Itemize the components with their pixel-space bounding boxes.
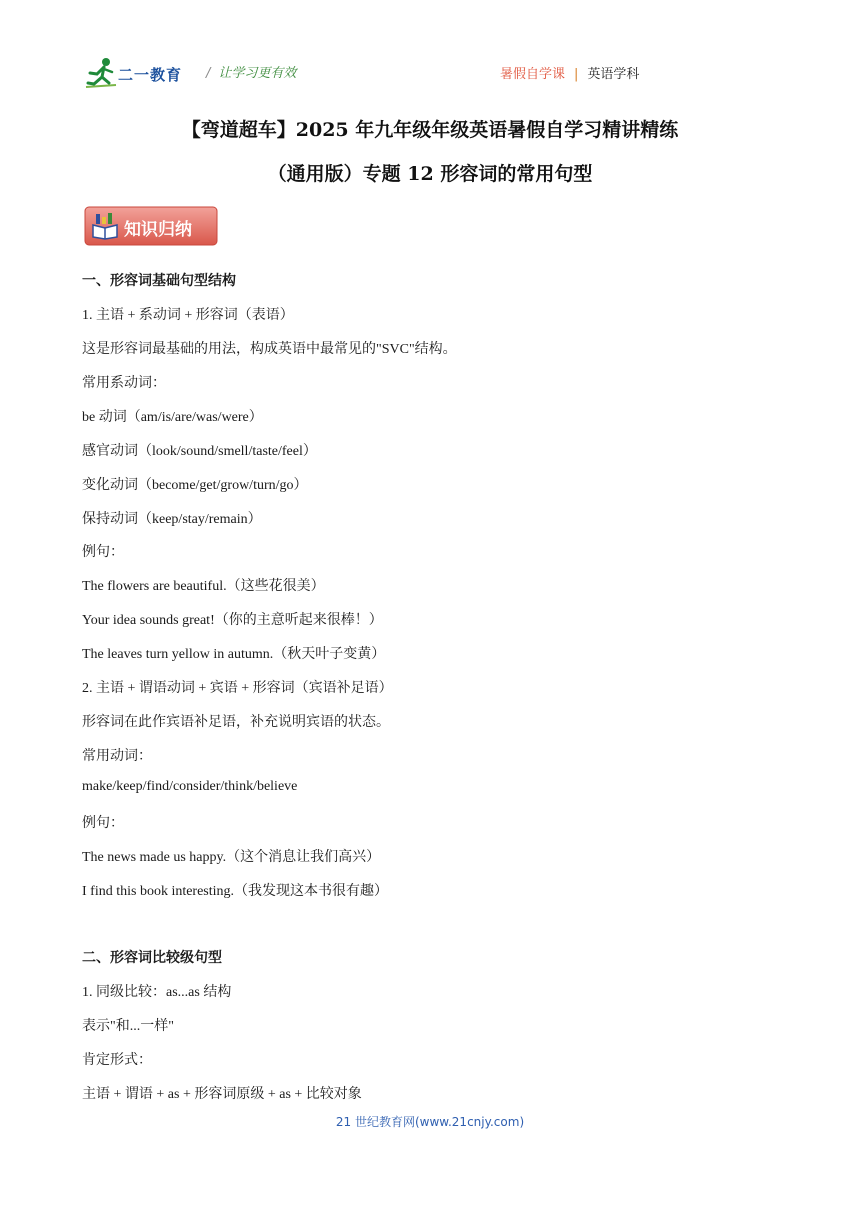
section-badge [84, 206, 218, 246]
document-title-line-1: 【弯道超车】2025 年九年级年级英语暑假自学习精讲精练 [181, 119, 679, 141]
slogan-text: 让学习更有效 [218, 66, 297, 81]
subject-label: 英语学科 [587, 67, 640, 82]
text-line: 形容词在此作宾语补足语，补充说明宾语的状态。 [82, 715, 390, 730]
section-heading-1: 一、形容词基础句型结构 [82, 273, 236, 289]
text-line: 常用动词： [82, 749, 152, 764]
text-line: 主语 + 谓语 + as + 形容词原级 + as + 比较对象 [82, 1087, 362, 1102]
example-sentence: The news made us happy.（这个消息让我们高兴） [82, 850, 381, 865]
example-sentence: The leaves turn yellow in autumn.（秋天叶子变黄） [82, 647, 386, 662]
page-footer: 21 世纪教育网(www.21cnjy.com) [335, 1115, 525, 1129]
header-divider: | [574, 67, 579, 82]
example-sentence: Your idea sounds great!（你的主意听起来很棒！） [82, 613, 383, 628]
logo [84, 56, 194, 90]
text-line: 例句： [82, 545, 124, 560]
runner-logo-icon [84, 56, 118, 90]
course-info [500, 63, 639, 82]
book-icon [90, 211, 120, 241]
logo-text: 二一教育 [118, 66, 183, 84]
text-line: 这是形容词最基础的用法，构成英语中最常见的"SVC"结构。 [82, 342, 457, 357]
text-line: 常用系动词： [82, 376, 166, 391]
text-line: 保持动词（keep/stay/remain） [82, 512, 262, 527]
text-line: 表示"和...一样" [82, 1019, 174, 1034]
document-title-line-2: （通用版）专题 12 形容词的常用句型 [267, 163, 593, 185]
text-line: 感官动词（look/sound/smell/taste/feel） [82, 444, 317, 459]
text-line: be 动词（am/is/are/was/were） [82, 410, 263, 425]
text-line: 例句： [82, 816, 124, 831]
text-line: 肯定形式： [82, 1053, 152, 1068]
page-header [84, 56, 784, 90]
course-label: 暑假自学课 [500, 67, 566, 82]
text-line: 变化动词（become/get/grow/turn/go） [82, 478, 308, 493]
text-line: make/keep/find/consider/think/believe [82, 779, 298, 794]
text-line: 1. 主语 + 系动词 + 形容词（表语） [82, 308, 294, 323]
example-sentence: The flowers are beautiful.（这些花很美） [82, 579, 325, 594]
text-line: 2. 主语 + 谓语动词 + 宾语 + 形容词（宾语补足语） [82, 681, 393, 696]
slogan-separator: / [206, 66, 211, 81]
text-line: 1. 同级比较：as...as 结构 [82, 985, 232, 1000]
badge-label: 知识归纳 [124, 220, 192, 240]
slogan [206, 62, 296, 81]
example-sentence: I find this book interesting.（我发现这本书很有趣） [82, 884, 389, 899]
section-heading-2: 二、形容词比较级句型 [82, 950, 222, 966]
